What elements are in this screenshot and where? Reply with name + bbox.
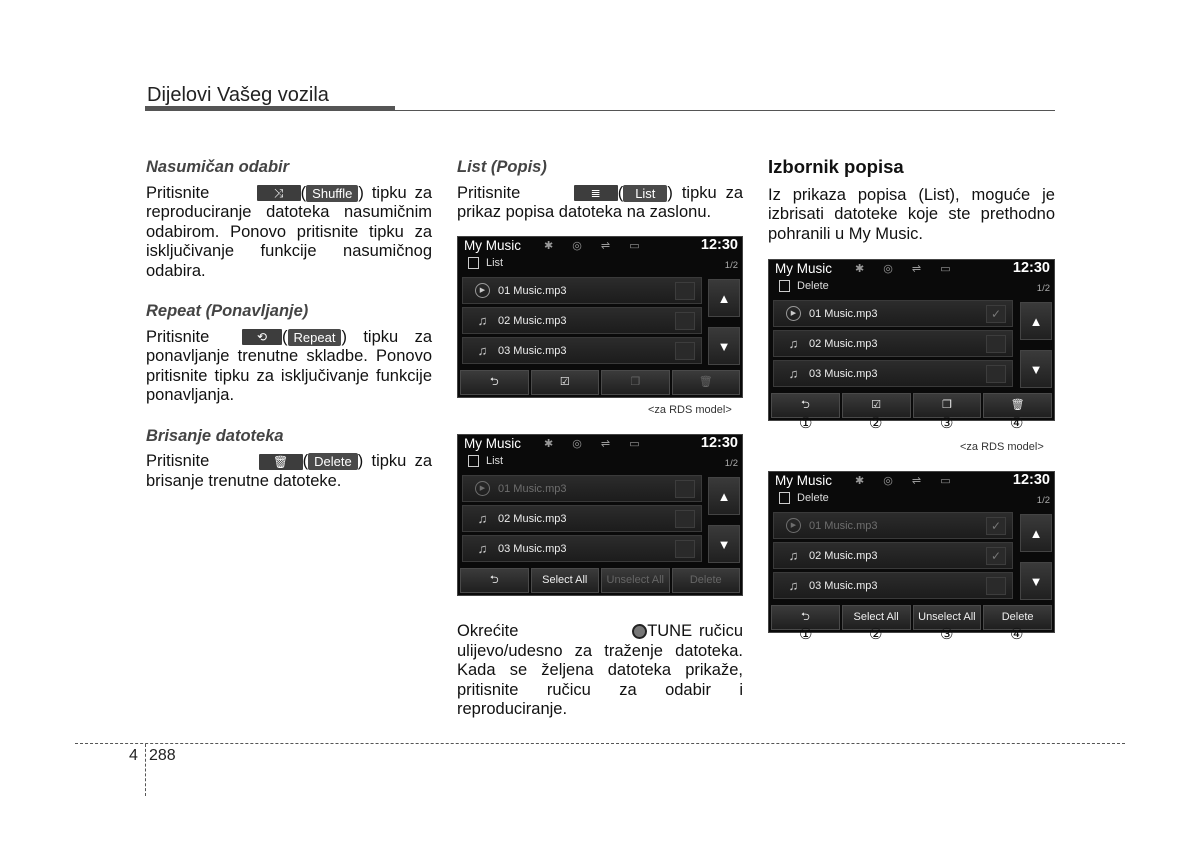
- screen-clock: 12:30: [700, 435, 738, 451]
- screen-clock: 12:30: [1012, 472, 1050, 488]
- music-note-icon: ♫: [788, 548, 799, 563]
- section-heading-shuffle: Nasumičan odabir: [146, 158, 290, 176]
- repeat-paragraph: Pritisnite ⟲ ( Repeat ) tipku za ponavljanje trenutne skladbe. Ponovo pritisnite tipku za isključivanje funkcije ponavljanja.: [146, 327, 433, 404]
- callout-2: ②: [869, 626, 883, 643]
- track-row[interactable]: ♫ 02 Music.mp3: [773, 330, 1013, 357]
- music-note-icon: ♫: [477, 343, 488, 358]
- list-icon: [468, 257, 479, 269]
- middle-column: [457, 158, 743, 223]
- scroll-up-button[interactable]: ▲: [1020, 302, 1052, 340]
- status-icons: ✱ ◎ ⇌ ▭: [544, 438, 648, 450]
- screen-subtitle: Delete: [797, 492, 829, 504]
- screen-app-title: My Music: [775, 473, 832, 488]
- scroll-down-button[interactable]: ▼: [1020, 562, 1052, 600]
- track-row[interactable]: ▶ 01 Music.mp3: [462, 277, 702, 304]
- check-all-button[interactable]: ☑: [842, 393, 911, 418]
- section-heading-repeat: Repeat (Ponavljanje): [146, 302, 309, 320]
- screen-app-title: My Music: [464, 436, 521, 451]
- tune-paragraph: Okrećite TUNE ručicu ulijevo/udesno za traženje datoteka. Kada se željena datoteka prikaže, pritisnite ručicu za odabir i reproduciranje.: [457, 622, 743, 718]
- track-row[interactable]: ♫ 02 Music.mp3 ✓: [773, 542, 1013, 569]
- checkbox[interactable]: [675, 282, 695, 300]
- scroll-up-button[interactable]: ▲: [708, 477, 740, 515]
- track-row[interactable]: ♫ 03 Music.mp3: [773, 360, 1013, 387]
- play-icon: ▶: [475, 283, 490, 298]
- unselect-all-button[interactable]: Unselect All: [601, 568, 670, 593]
- callout-3: ③: [940, 626, 954, 643]
- checkbox[interactable]: [675, 312, 695, 330]
- screen-bottom-bar: [460, 568, 740, 593]
- page-indicator: 1/2: [1036, 495, 1050, 506]
- tune-block: [457, 622, 743, 720]
- section-heading-list-menu: Izbornik popisa: [768, 156, 904, 177]
- page-indicator: 1/2: [724, 458, 738, 469]
- unselect-all-button[interactable]: Unselect All: [913, 605, 982, 630]
- trash-button[interactable]: 🗑: [983, 393, 1052, 418]
- tune-knob-icon: [632, 624, 647, 639]
- screen-subtitle: List: [486, 257, 504, 269]
- track-row[interactable]: ▶ 01 Music.mp3 ✓: [773, 512, 1013, 539]
- trash-icon: 🗑: [259, 454, 303, 470]
- screen-subtitle: List: [486, 455, 504, 467]
- track-row[interactable]: ♫ 02 Music.mp3: [462, 505, 702, 532]
- list-menu-paragraph: Iz prikaza popisa (List), moguće je izbrisati datoteke koje ste prethodno pohranili u My Music.: [768, 185, 1055, 243]
- checkbox[interactable]: [675, 540, 695, 558]
- play-icon: ▶: [786, 306, 801, 321]
- right-column: [768, 157, 1055, 244]
- screen-bottom-bar: [460, 370, 740, 395]
- select-all-button[interactable]: Select All: [531, 568, 600, 593]
- music-note-icon: ♫: [788, 336, 799, 351]
- chapter-number: 4: [129, 747, 138, 764]
- delete-button-label: Delete: [308, 453, 358, 470]
- checkbox[interactable]: [675, 480, 695, 498]
- left-column: [146, 158, 432, 491]
- list-button-label: List: [623, 185, 667, 202]
- callout-4: ④: [1010, 415, 1024, 432]
- track-row[interactable]: ♫ 03 Music.mp3: [462, 535, 702, 562]
- scroll-down-button[interactable]: ▼: [1020, 350, 1052, 388]
- checkbox-checked[interactable]: ✓: [986, 305, 1006, 323]
- list-icon: [779, 492, 790, 504]
- music-note-icon: ♫: [788, 366, 799, 381]
- copy-button[interactable]: ❐: [913, 393, 982, 418]
- rds-caption: <za RDS model>: [648, 404, 732, 416]
- screen-list-select: [457, 434, 743, 596]
- scroll-down-button[interactable]: ▼: [708, 327, 740, 365]
- screen-list-rds: [457, 236, 743, 398]
- checkbox[interactable]: [675, 342, 695, 360]
- copy-button[interactable]: ❐: [601, 370, 670, 395]
- screen-clock: 12:30: [700, 237, 738, 253]
- back-button[interactable]: ⮌: [771, 605, 840, 630]
- callout-1: ①: [799, 415, 813, 432]
- screen-subtitle: Delete: [797, 280, 829, 292]
- footer-divider: [145, 744, 146, 796]
- shuffle-paragraph: Pritisnite ⤨ ( Shuffle ) tipku za reproduciranje datoteka nasumičnim odabirom. Ponovo pritisnite tipku za isključivanje funkcije nasumičnog odabira.: [146, 183, 432, 280]
- checkbox[interactable]: [986, 335, 1006, 353]
- header-rule-thin: [395, 110, 1055, 111]
- page-number: 288: [149, 747, 176, 764]
- music-note-icon: ♫: [477, 511, 488, 526]
- callout-4: ④: [1010, 626, 1024, 643]
- back-button[interactable]: ⮌: [460, 568, 529, 593]
- footer-rule: [75, 743, 1125, 744]
- repeat-button-label: Repeat: [288, 329, 342, 346]
- screen-clock: 12:30: [1012, 260, 1050, 276]
- rds-caption: <za RDS model>: [960, 441, 1044, 453]
- track-row[interactable]: ♫ 03 Music.mp3: [773, 572, 1013, 599]
- page-indicator: 1/2: [724, 260, 738, 271]
- screen-app-title: My Music: [775, 261, 832, 276]
- checkbox[interactable]: [986, 577, 1006, 595]
- screen-delete-select: [768, 471, 1055, 633]
- header-rule-thick: [145, 106, 395, 111]
- music-note-icon: ♫: [788, 578, 799, 593]
- play-icon: ▶: [786, 518, 801, 533]
- checkbox[interactable]: [986, 365, 1006, 383]
- select-all-button[interactable]: Select All: [842, 605, 911, 630]
- track-row[interactable]: ▶ 01 Music.mp3 ✓: [773, 300, 1013, 327]
- status-icons: ✱ ◎ ⇌ ▭: [855, 475, 959, 487]
- page-indicator: 1/2: [1036, 283, 1050, 294]
- scroll-up-button[interactable]: ▲: [1020, 514, 1052, 552]
- shuffle-icon: ⤨: [257, 185, 301, 201]
- back-button[interactable]: ⮌: [460, 370, 529, 395]
- callout-3: ③: [940, 415, 954, 432]
- track-row[interactable]: ♫ 03 Music.mp3: [462, 337, 702, 364]
- shuffle-button-label: Shuffle: [306, 185, 358, 202]
- status-icons: ✱ ◎ ⇌ ▭: [544, 240, 648, 252]
- checkbox-checked[interactable]: ✓: [986, 517, 1006, 535]
- checkbox[interactable]: [675, 510, 695, 528]
- back-button[interactable]: ⮌: [771, 393, 840, 418]
- check-all-button[interactable]: ☑: [531, 370, 600, 395]
- section-heading-list: List (Popis): [457, 158, 547, 176]
- checkbox-checked[interactable]: ✓: [986, 547, 1006, 565]
- section-heading-delete: Brisanje datoteka: [146, 426, 284, 445]
- music-note-icon: ♫: [477, 541, 488, 556]
- status-icons: ✱ ◎ ⇌ ▭: [855, 263, 959, 275]
- repeat-icon: ⟲: [242, 329, 282, 345]
- play-icon: ▶: [475, 481, 490, 496]
- page-header-title: Dijelovi Vašeg vozila: [147, 84, 329, 106]
- callout-2: ②: [869, 415, 883, 432]
- list-paragraph: Pritisnite ≣ ( List ) tipku za prikaz popisa datoteka na zaslonu.: [457, 183, 743, 221]
- track-row[interactable]: ♫ 02 Music.mp3: [462, 307, 702, 334]
- delete-paragraph: Pritisnite 🗑 ( Delete ) tipku za brisanje trenutne datoteke.: [146, 452, 432, 490]
- scroll-up-button[interactable]: ▲: [708, 279, 740, 317]
- list-icon: [779, 280, 790, 292]
- delete-button[interactable]: Delete: [672, 568, 741, 593]
- list-icon: ≣: [574, 185, 618, 201]
- list-icon: [468, 455, 479, 467]
- track-row[interactable]: ▶ 01 Music.mp3: [462, 475, 702, 502]
- trash-button[interactable]: 🗑: [672, 370, 741, 395]
- scroll-down-button[interactable]: ▼: [708, 525, 740, 563]
- music-note-icon: ♫: [477, 313, 488, 328]
- callout-1: ①: [799, 626, 813, 643]
- screen-app-title: My Music: [464, 238, 521, 253]
- delete-button[interactable]: Delete: [983, 605, 1052, 630]
- screen-delete-rds: [768, 259, 1055, 421]
